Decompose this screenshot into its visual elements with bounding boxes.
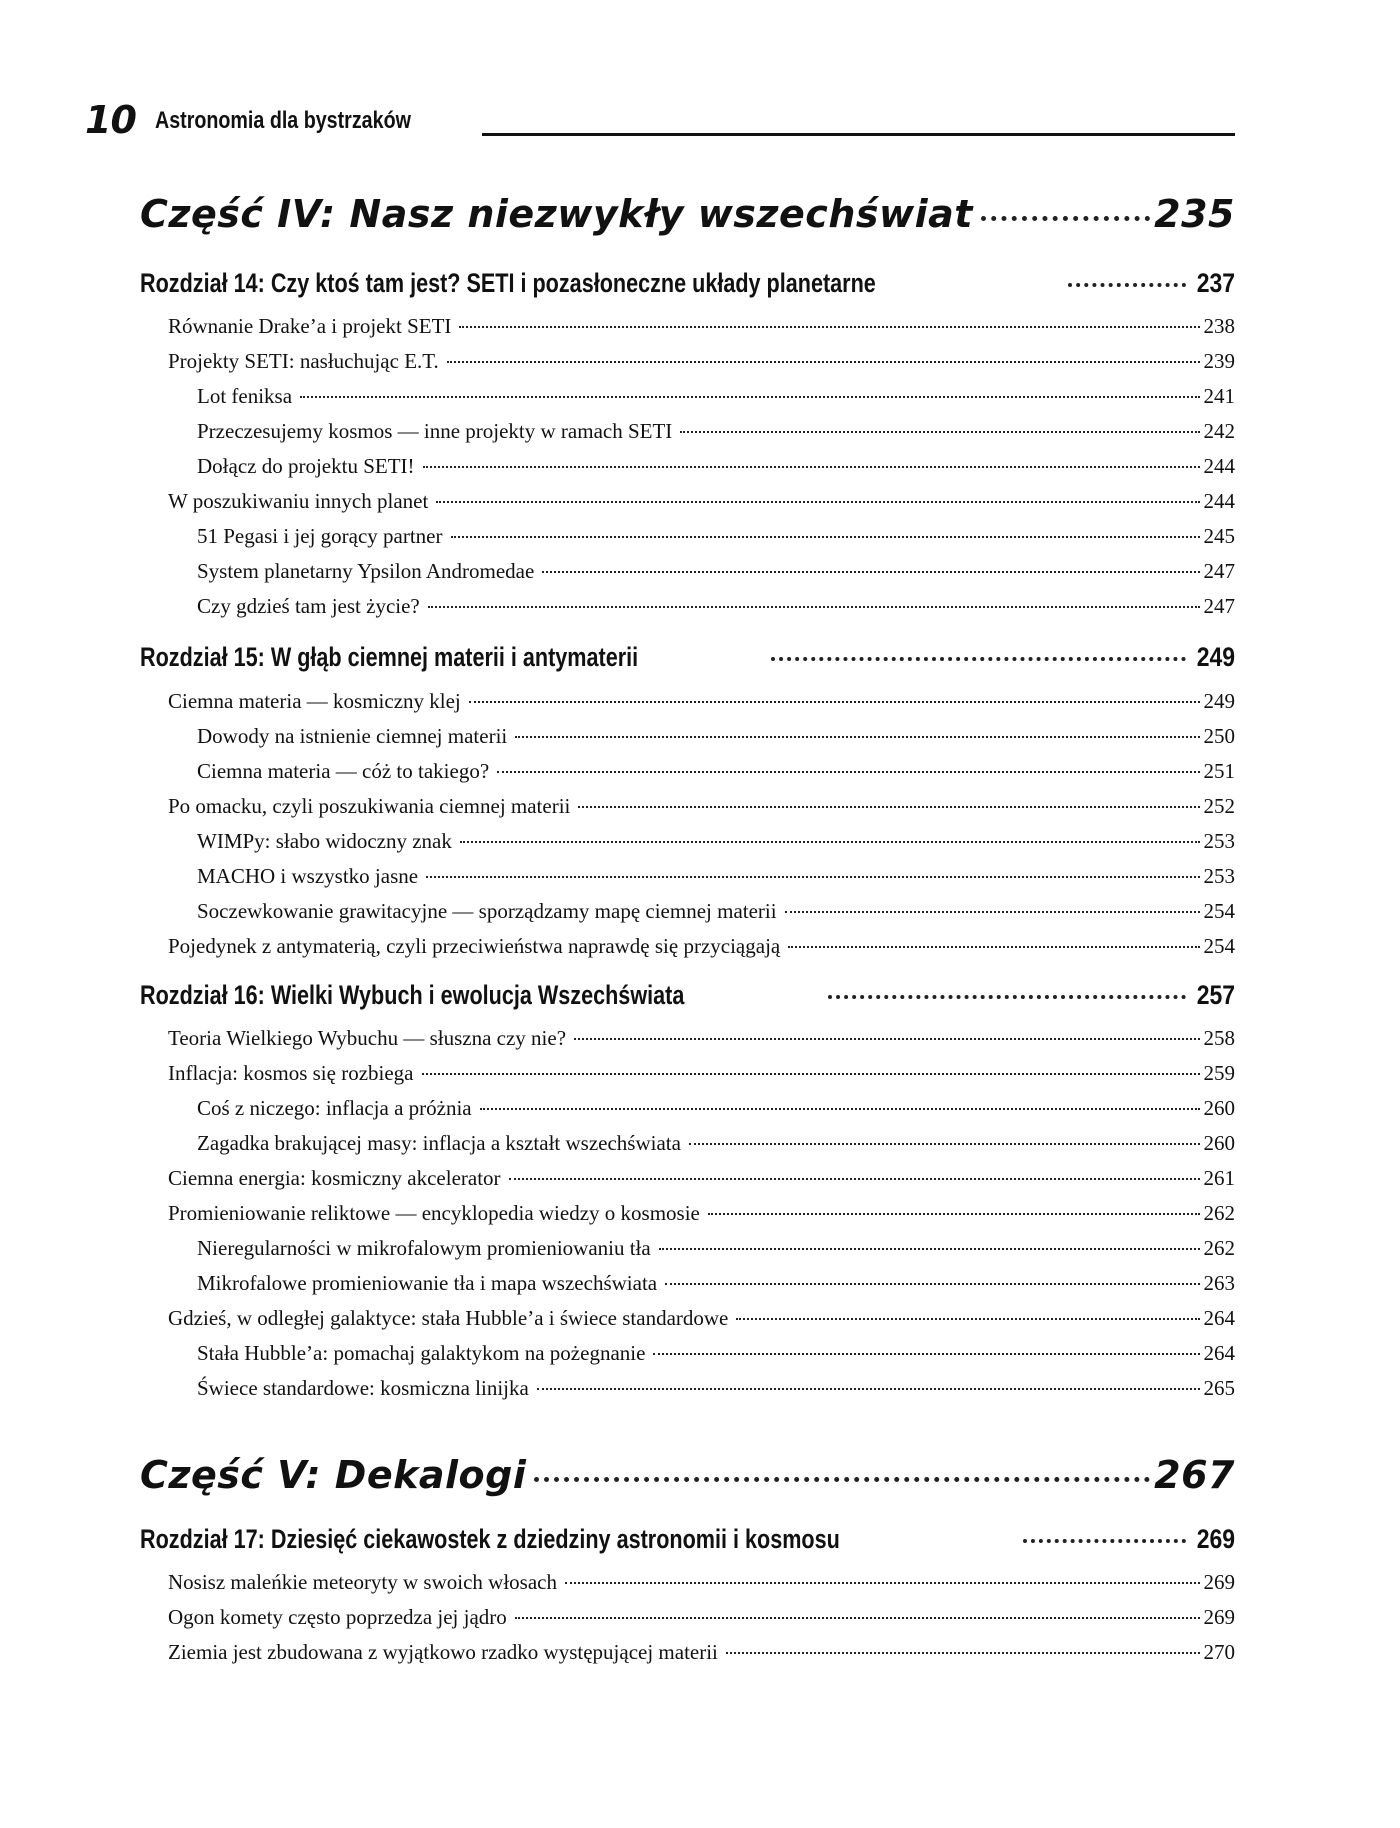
part-page-number: 267 [1154,1453,1235,1497]
entry-title: Mikrofalowe promieniowanie tła i mapa wszechświata [197,1271,658,1295]
dot-leader [515,736,1199,738]
entry-page-number: 254 [1203,899,1235,923]
dot-leader [480,1108,1200,1110]
entry-page-number: 262 [1203,1201,1235,1225]
entry-title: WIMPy: słabo widoczny znak [197,829,452,853]
toc-entry[interactable] [168,489,1235,519]
entry-title: Nosisz maleńkie meteoryty w swoich włosach [168,1570,557,1594]
dot-leader [534,1477,1150,1482]
toc-entry[interactable] [197,724,1235,754]
toc-entry[interactable] [197,524,1235,554]
entry-page-number: 253 [1203,864,1235,888]
entry-page-number: 263 [1203,1271,1235,1295]
toc-entry[interactable] [168,349,1235,379]
entry-page-number: 241 [1203,384,1235,408]
chapter-row[interactable] [140,642,1235,678]
dot-leader [497,771,1199,773]
entry-page-number: 264 [1203,1306,1235,1330]
toc-entry[interactable] [197,559,1235,589]
entry-title: Ciemna materia — kosmiczny klej [168,689,461,713]
dot-leader [460,841,1200,843]
toc-entry[interactable] [197,594,1235,624]
toc-entry[interactable] [168,934,1235,964]
toc-entry[interactable] [197,1341,1235,1371]
toc-entry[interactable] [197,759,1235,789]
part-title-row[interactable] [140,1453,1235,1507]
dot-leader [653,1353,1199,1355]
toc-entry[interactable] [168,1605,1235,1635]
toc-entry[interactable] [168,1640,1235,1670]
entry-title: Równanie Drake’a i projekt SETI [168,314,452,338]
chapter-title: Rozdział 16: Wielki Wybuch i ewolucja Wszechświata [140,980,685,1010]
entry-page-number: 244 [1203,454,1235,478]
toc-entry[interactable] [197,864,1235,894]
dot-leader [736,1318,1199,1320]
entry-page-number: 269 [1203,1570,1235,1594]
entry-title: Świece standardowe: kosmiczna linijka [197,1376,529,1400]
dot-leader [981,216,1150,221]
entry-title: Dołącz do projektu SETI! [197,454,415,478]
entry-title: Pojedynek z antymaterią, czyli przeciwieństwa naprawdę się przyciągają [168,934,781,958]
toc-entry[interactable] [168,1061,1235,1091]
chapter-page-number: 249 [1196,642,1235,672]
entry-page-number: 250 [1203,724,1235,748]
dot-leader [665,1283,1199,1285]
entry-title: Dowody na istnienie ciemnej materii [197,724,508,748]
dot-leader [659,1248,1200,1250]
part-title: Część V: Dekalogi [140,1453,527,1497]
entry-page-number: 265 [1203,1376,1235,1400]
dot-leader [785,911,1200,913]
toc-entry[interactable] [168,1570,1235,1600]
chapter-row[interactable] [140,268,1235,304]
entry-page-number: 245 [1203,524,1235,548]
toc-entry[interactable] [197,829,1235,859]
entry-title: Nieregularności w mikrofalowym promieniowaniu tła [197,1236,651,1260]
entry-page-number: 260 [1203,1096,1235,1120]
dot-leader [1023,1539,1186,1543]
dot-leader [426,876,1199,878]
part-title-row[interactable] [140,192,1235,246]
dot-leader [300,396,1199,398]
dot-leader [574,1038,1199,1040]
toc-entry[interactable] [197,899,1235,929]
toc-entry[interactable] [168,794,1235,824]
toc-entry[interactable] [168,1306,1235,1336]
dot-leader [459,326,1199,328]
chapter-row[interactable] [140,980,1235,1016]
dot-leader [771,657,1186,661]
entry-title: Ciemna energia: kosmiczny akcelerator [168,1166,501,1190]
entry-title: Coś z niczego: inflacja a próżnia [197,1096,472,1120]
dot-leader [788,946,1199,948]
toc-entry[interactable] [168,1026,1235,1056]
entry-title: W poszukiwaniu innych planet [168,489,429,513]
dot-leader [708,1213,1200,1215]
dot-leader [578,806,1199,808]
running-header [85,100,1235,140]
toc-entry[interactable] [197,1236,1235,1266]
dot-leader [542,571,1199,573]
chapter-title: Rozdział 14: Czy ktoś tam jest? SETI i pozasłoneczne układy planetarne [140,268,876,298]
entry-page-number: 249 [1203,689,1235,713]
toc-entry[interactable] [168,1201,1235,1231]
entry-title: System planetarny Ypsilon Andromedae [197,559,535,583]
chapter-page-number: 237 [1196,268,1235,298]
toc-entry[interactable] [197,1096,1235,1126]
entry-page-number: 270 [1203,1640,1235,1664]
dot-leader [436,501,1199,503]
entry-title: Inflacja: kosmos się rozbiega [168,1061,414,1085]
entry-page-number: 253 [1203,829,1235,853]
dot-leader [828,995,1186,999]
entry-title: Stała Hubble’a: pomachaj galaktykom na pożegnanie [197,1341,646,1365]
dot-leader [726,1652,1200,1654]
toc-entry[interactable] [197,384,1235,414]
entry-title: 51 Pegasi i jej gorący partner [197,524,443,548]
chapter-title: Rozdział 17: Dziesięć ciekawostek z dziedziny astronomii i kosmosu [140,1524,840,1554]
entry-page-number: 247 [1203,594,1235,618]
toc-entry[interactable] [168,1166,1235,1196]
entry-page-number: 244 [1203,489,1235,513]
chapter-page-number: 257 [1196,980,1235,1010]
part-page-number: 235 [1154,192,1235,236]
book-title: Astronomia dla bystrzaków [155,107,411,134]
entry-title: Czy gdzieś tam jest życie? [197,594,420,618]
entry-page-number: 260 [1203,1131,1235,1155]
dot-leader [515,1617,1200,1619]
entry-title: Ciemna materia — cóż to takiego? [197,759,490,783]
entry-page-number: 238 [1203,314,1235,338]
header-rule [482,133,1235,136]
entry-page-number: 258 [1203,1026,1235,1050]
entry-page-number: 259 [1203,1061,1235,1085]
entry-title: Ziemia jest zbudowana z wyjątkowo rzadko występującej materii [168,1640,718,1664]
entry-page-number: 247 [1203,559,1235,583]
dot-leader [689,1143,1200,1145]
toc-entry[interactable] [197,1271,1235,1301]
part-title: Część IV: Nasz niezwykły wszechświat [140,192,973,236]
entry-title: Zagadka brakującej masy: inflacja a kształt wszechświata [197,1131,681,1155]
toc-entry[interactable] [168,314,1235,344]
entry-title: Promieniowanie reliktowe — encyklopedia wiedzy o kosmosie [168,1201,700,1225]
chapter-title: Rozdział 15: W głąb ciemnej materii i antymaterii [140,642,639,672]
entry-title: Po omacku, czyli poszukiwania ciemnej materii [168,794,571,818]
entry-page-number: 269 [1203,1605,1235,1629]
dot-leader [423,466,1200,468]
entry-page-number: 239 [1203,349,1235,373]
entry-title: Teoria Wielkiego Wybuchu — słuszna czy nie? [168,1026,567,1050]
entry-title: MACHO i wszystko jasne [197,864,419,888]
entry-page-number: 251 [1203,759,1235,783]
dot-leader [565,1582,1200,1584]
toc-entry[interactable] [168,689,1235,719]
chapter-page-number: 269 [1196,1524,1235,1554]
dot-leader [447,361,1200,363]
toc-entry[interactable] [197,1131,1235,1161]
dot-leader [509,1178,1200,1180]
entry-page-number: 252 [1203,794,1235,818]
entry-title: Projekty SETI: nasłuchując E.T. [168,349,439,373]
toc-entry[interactable] [197,1376,1235,1406]
entry-page-number: 261 [1203,1166,1235,1190]
entry-page-number: 242 [1203,419,1235,443]
toc-entry[interactable] [197,419,1235,449]
dot-leader [537,1388,1200,1390]
dot-leader [422,1073,1200,1075]
dot-leader [451,536,1200,538]
page-number: 10 [85,98,136,142]
dot-leader [1068,283,1186,287]
dot-leader [680,431,1199,433]
chapter-row[interactable] [140,1524,1235,1560]
dot-leader [469,701,1200,703]
dot-leader [428,606,1200,608]
entry-page-number: 254 [1203,934,1235,958]
entry-page-number: 262 [1203,1236,1235,1260]
entry-page-number: 264 [1203,1341,1235,1365]
entry-title: Gdzieś, w odległej galaktyce: stała Hubble’a i świece standardowe [168,1306,729,1330]
toc-entry[interactable] [197,454,1235,484]
entry-title: Soczewkowanie grawitacyjne — sporządzamy mapę ciemnej materii [197,899,777,923]
entry-title: Przeczesujemy kosmos — inne projekty w ramach SETI [197,419,673,443]
entry-title: Lot feniksa [197,384,293,408]
entry-title: Ogon komety często poprzedza jej jądro [168,1605,507,1629]
